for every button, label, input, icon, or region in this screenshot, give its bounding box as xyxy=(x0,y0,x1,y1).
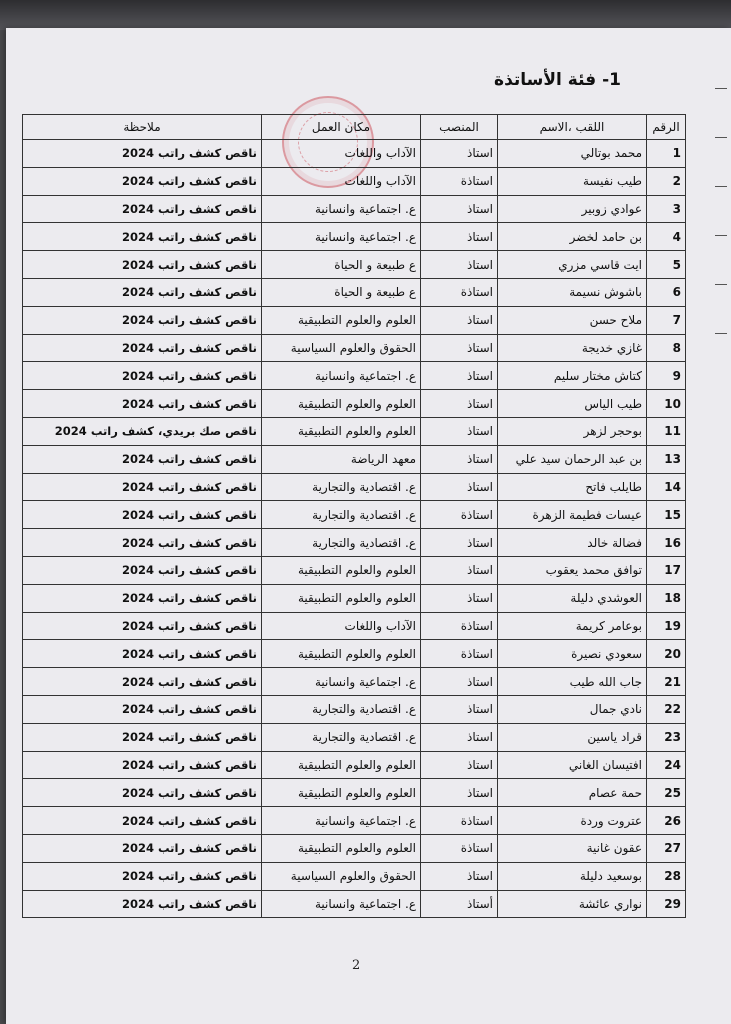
cell-name: نواري عائشة xyxy=(498,890,647,918)
cell-name: بوعامر كريمة xyxy=(498,612,647,640)
cell-note: ناقص كشف راتب 2024 xyxy=(23,723,262,751)
table-row xyxy=(23,807,686,835)
cell-name: طيب نفيسة xyxy=(498,167,647,195)
cell-position: استاذ xyxy=(421,473,498,501)
cell-name: افتيسان الغاني xyxy=(498,751,647,779)
cell-note: ناقص كشف راتب 2024 xyxy=(23,278,262,306)
cell-name: ملاح حسن xyxy=(498,306,647,334)
table-row xyxy=(23,334,686,362)
cell-position: استاذ xyxy=(421,695,498,723)
cell-place: العلوم والعلوم التطبيقية xyxy=(262,834,421,862)
cell-place: ع. اقتصادية والتجارية xyxy=(262,473,421,501)
cell-note: ناقص كشف راتب 2024 xyxy=(23,807,262,835)
cell-position: استاذة xyxy=(421,612,498,640)
cell-num: 7 xyxy=(647,306,686,334)
cell-place: الآداب واللغات xyxy=(262,167,421,195)
cell-note: ناقص كشف راتب 2024 xyxy=(23,779,262,807)
cell-position: استاذة xyxy=(421,807,498,835)
background-surface xyxy=(0,0,731,30)
cell-place: ع. اقتصادية والتجارية xyxy=(262,695,421,723)
cell-num: 8 xyxy=(647,334,686,362)
cell-name: جاب الله طيب xyxy=(498,668,647,696)
cell-position: استاذ xyxy=(421,723,498,751)
cell-position: استاذة xyxy=(421,834,498,862)
cell-name: عيسات فطيمة الزهرة xyxy=(498,501,647,529)
cell-position: استاذ xyxy=(421,584,498,612)
cell-name: قراد ياسين xyxy=(498,723,647,751)
cell-place: ع. اجتماعية وانسانية xyxy=(262,195,421,223)
table-row xyxy=(23,779,686,807)
cell-num: 9 xyxy=(647,362,686,390)
cell-num: 18 xyxy=(647,584,686,612)
table-row xyxy=(23,751,686,779)
cell-note: ناقص كشف راتب 2024 xyxy=(23,390,262,418)
cell-num: 10 xyxy=(647,390,686,418)
cell-num: 14 xyxy=(647,473,686,501)
cell-place: ع. اجتماعية وانسانية xyxy=(262,668,421,696)
cell-note: ناقص كشف راتب 2024 xyxy=(23,334,262,362)
cell-place: العلوم والعلوم التطبيقية xyxy=(262,417,421,445)
cell-num: 11 xyxy=(647,417,686,445)
table-row xyxy=(23,306,686,334)
cell-place: العلوم والعلوم التطبيقية xyxy=(262,584,421,612)
cell-place: العلوم والعلوم التطبيقية xyxy=(262,390,421,418)
section-title: 1- فئة الأساتذة xyxy=(494,70,621,90)
cell-num: 20 xyxy=(647,640,686,668)
cell-place: الآداب واللغات xyxy=(262,612,421,640)
cell-num: 26 xyxy=(647,807,686,835)
cell-position: استاذة xyxy=(421,501,498,529)
cell-name: بن عبد الرحمان سيد علي xyxy=(498,445,647,473)
cell-position: استاذ xyxy=(421,334,498,362)
cell-num: 24 xyxy=(647,751,686,779)
table-row xyxy=(23,640,686,668)
cell-position: استاذ xyxy=(421,362,498,390)
cell-num: 16 xyxy=(647,529,686,557)
cell-place: الحقوق والعلوم السياسية xyxy=(262,862,421,890)
cell-place: العلوم والعلوم التطبيقية xyxy=(262,640,421,668)
table-row xyxy=(23,223,686,251)
cell-name: حمة عصام xyxy=(498,779,647,807)
table-header-row xyxy=(23,115,686,140)
cell-position: استاذ xyxy=(421,445,498,473)
cell-place: ع. اقتصادية والتجارية xyxy=(262,529,421,557)
cell-position: استاذ xyxy=(421,556,498,584)
cell-num: 25 xyxy=(647,779,686,807)
cell-position: استاذة xyxy=(421,278,498,306)
cell-num: 15 xyxy=(647,501,686,529)
cell-place: ع. اجتماعية وانسانية xyxy=(262,807,421,835)
table-row xyxy=(23,501,686,529)
cell-num: 13 xyxy=(647,445,686,473)
cell-note: ناقص كشف راتب 2024 xyxy=(23,529,262,557)
cell-note: ناقص كشف راتب 2024 xyxy=(23,223,262,251)
cell-note: ناقص كشف راتب 2024 xyxy=(23,640,262,668)
cell-name: عوادي زوبير xyxy=(498,195,647,223)
cell-name: العوشدي دليلة xyxy=(498,584,647,612)
cell-position: استاذ xyxy=(421,751,498,779)
cell-name: كتاش مختار سليم xyxy=(498,362,647,390)
table-row xyxy=(23,584,686,612)
table-row xyxy=(23,556,686,584)
table-row xyxy=(23,362,686,390)
cell-place: العلوم والعلوم التطبيقية xyxy=(262,779,421,807)
cell-name: محمد بوتالي xyxy=(498,140,647,168)
table-row xyxy=(23,445,686,473)
cell-note: ناقص كشف راتب 2024 xyxy=(23,890,262,918)
table-row xyxy=(23,278,686,306)
header-name: اللقب ،الاسم xyxy=(498,115,647,140)
cell-num: 28 xyxy=(647,862,686,890)
header-note: ملاحظة xyxy=(23,115,262,140)
cell-note: ناقص كشف راتب 2024 xyxy=(23,751,262,779)
cell-position: استاذ xyxy=(421,779,498,807)
cell-place: ع. اقتصادية والتجارية xyxy=(262,723,421,751)
cell-note: ناقص كشف راتب 2024 xyxy=(23,251,262,279)
header-num: الرقم xyxy=(647,115,686,140)
table-row xyxy=(23,890,686,918)
cell-note: ناقص كشف راتب 2024 xyxy=(23,306,262,334)
cell-position: استاذ xyxy=(421,668,498,696)
cell-num: 2 xyxy=(647,167,686,195)
table-row xyxy=(23,529,686,557)
cell-place: ع طبيعة و الحياة xyxy=(262,278,421,306)
cell-name: بوسعيد دليلة xyxy=(498,862,647,890)
cell-note: ناقص كشف راتب 2024 xyxy=(23,445,262,473)
table-row xyxy=(23,473,686,501)
table-row xyxy=(23,612,686,640)
cell-num: 4 xyxy=(647,223,686,251)
cell-note: ناقص كشف راتب 2024 xyxy=(23,140,262,168)
header-position: المنصب xyxy=(421,115,498,140)
table-row xyxy=(23,390,686,418)
cell-position: استاذة xyxy=(421,640,498,668)
margin-lines xyxy=(715,88,725,388)
cell-place: الحقوق والعلوم السياسية xyxy=(262,334,421,362)
table-row xyxy=(23,251,686,279)
cell-note: ناقص كشف راتب 2024 xyxy=(23,556,262,584)
page-number: 2 xyxy=(352,958,361,973)
cell-position: استاذ xyxy=(421,306,498,334)
cell-name: فضالة خالد xyxy=(498,529,647,557)
cell-name: طايلب فاتح xyxy=(498,473,647,501)
cell-note: ناقص كشف راتب 2024 xyxy=(23,362,262,390)
cell-name: عقون غانية xyxy=(498,834,647,862)
table-row xyxy=(23,195,686,223)
cell-name: عتروت وردة xyxy=(498,807,647,835)
cell-position: استاذ xyxy=(421,862,498,890)
cell-place: ع. اجتماعية وانسانية xyxy=(262,362,421,390)
cell-name: غازي خديجة xyxy=(498,334,647,362)
cell-note: ناقص كشف راتب 2024 xyxy=(23,473,262,501)
staff-table xyxy=(22,114,686,918)
cell-name: توافق محمد يعقوب xyxy=(498,556,647,584)
cell-name: ايت قاسي مزري xyxy=(498,251,647,279)
table-row xyxy=(23,723,686,751)
cell-place: ع طبيعة و الحياة xyxy=(262,251,421,279)
cell-place: ع. اجتماعية وانسانية xyxy=(262,890,421,918)
cell-name: باشوش نسيمة xyxy=(498,278,647,306)
table-row xyxy=(23,695,686,723)
cell-place: العلوم والعلوم التطبيقية xyxy=(262,556,421,584)
cell-position: استاذة xyxy=(421,167,498,195)
cell-num: 19 xyxy=(647,612,686,640)
table-row xyxy=(23,417,686,445)
cell-num: 6 xyxy=(647,278,686,306)
cell-position: استاذ xyxy=(421,417,498,445)
cell-place: معهد الرياضة xyxy=(262,445,421,473)
cell-note: ناقص كشف راتب 2024 xyxy=(23,195,262,223)
cell-note: ناقص كشف راتب 2024 xyxy=(23,668,262,696)
table-row xyxy=(23,167,686,195)
cell-note: ناقص كشف راتب 2024 xyxy=(23,834,262,862)
table-row xyxy=(23,834,686,862)
table-row xyxy=(23,862,686,890)
cell-name: سعودي نصيرة xyxy=(498,640,647,668)
cell-num: 3 xyxy=(647,195,686,223)
cell-num: 23 xyxy=(647,723,686,751)
cell-num: 17 xyxy=(647,556,686,584)
cell-place: ع. اجتماعية وانسانية xyxy=(262,223,421,251)
cell-note: ناقص كشف راتب 2024 xyxy=(23,862,262,890)
cell-place: العلوم والعلوم التطبيقية xyxy=(262,751,421,779)
cell-note: ناقص كشف راتب 2024 xyxy=(23,695,262,723)
cell-note: ناقص صك بريدي، كشف راتب 2024 xyxy=(23,417,262,445)
cell-name: نادي جمال xyxy=(498,695,647,723)
cell-num: 27 xyxy=(647,834,686,862)
cell-name: بوحجر لزهر xyxy=(498,417,647,445)
cell-place: العلوم والعلوم التطبيقية xyxy=(262,306,421,334)
cell-name: بن حامد لخضر xyxy=(498,223,647,251)
cell-num: 5 xyxy=(647,251,686,279)
cell-num: 29 xyxy=(647,890,686,918)
cell-num: 21 xyxy=(647,668,686,696)
cell-position: استاذ xyxy=(421,140,498,168)
cell-num: 22 xyxy=(647,695,686,723)
cell-position: استاذ xyxy=(421,390,498,418)
cell-position: استاذ xyxy=(421,251,498,279)
cell-note: ناقص كشف راتب 2024 xyxy=(23,167,262,195)
table-row xyxy=(23,140,686,168)
table-row xyxy=(23,668,686,696)
cell-place: الآداب واللغات xyxy=(262,140,421,168)
cell-num: 1 xyxy=(647,140,686,168)
cell-position: استاذ xyxy=(421,195,498,223)
cell-name: طيب الياس xyxy=(498,390,647,418)
cell-note: ناقص كشف راتب 2024 xyxy=(23,501,262,529)
cell-position: أستاذ xyxy=(421,890,498,918)
cell-place: ع. اقتصادية والتجارية xyxy=(262,501,421,529)
header-place: مكان العمل xyxy=(262,115,421,140)
cell-note: ناقص كشف راتب 2024 xyxy=(23,612,262,640)
cell-note: ناقص كشف راتب 2024 xyxy=(23,584,262,612)
table-body xyxy=(23,140,686,918)
cell-position: استاذ xyxy=(421,529,498,557)
cell-position: استاذ xyxy=(421,223,498,251)
